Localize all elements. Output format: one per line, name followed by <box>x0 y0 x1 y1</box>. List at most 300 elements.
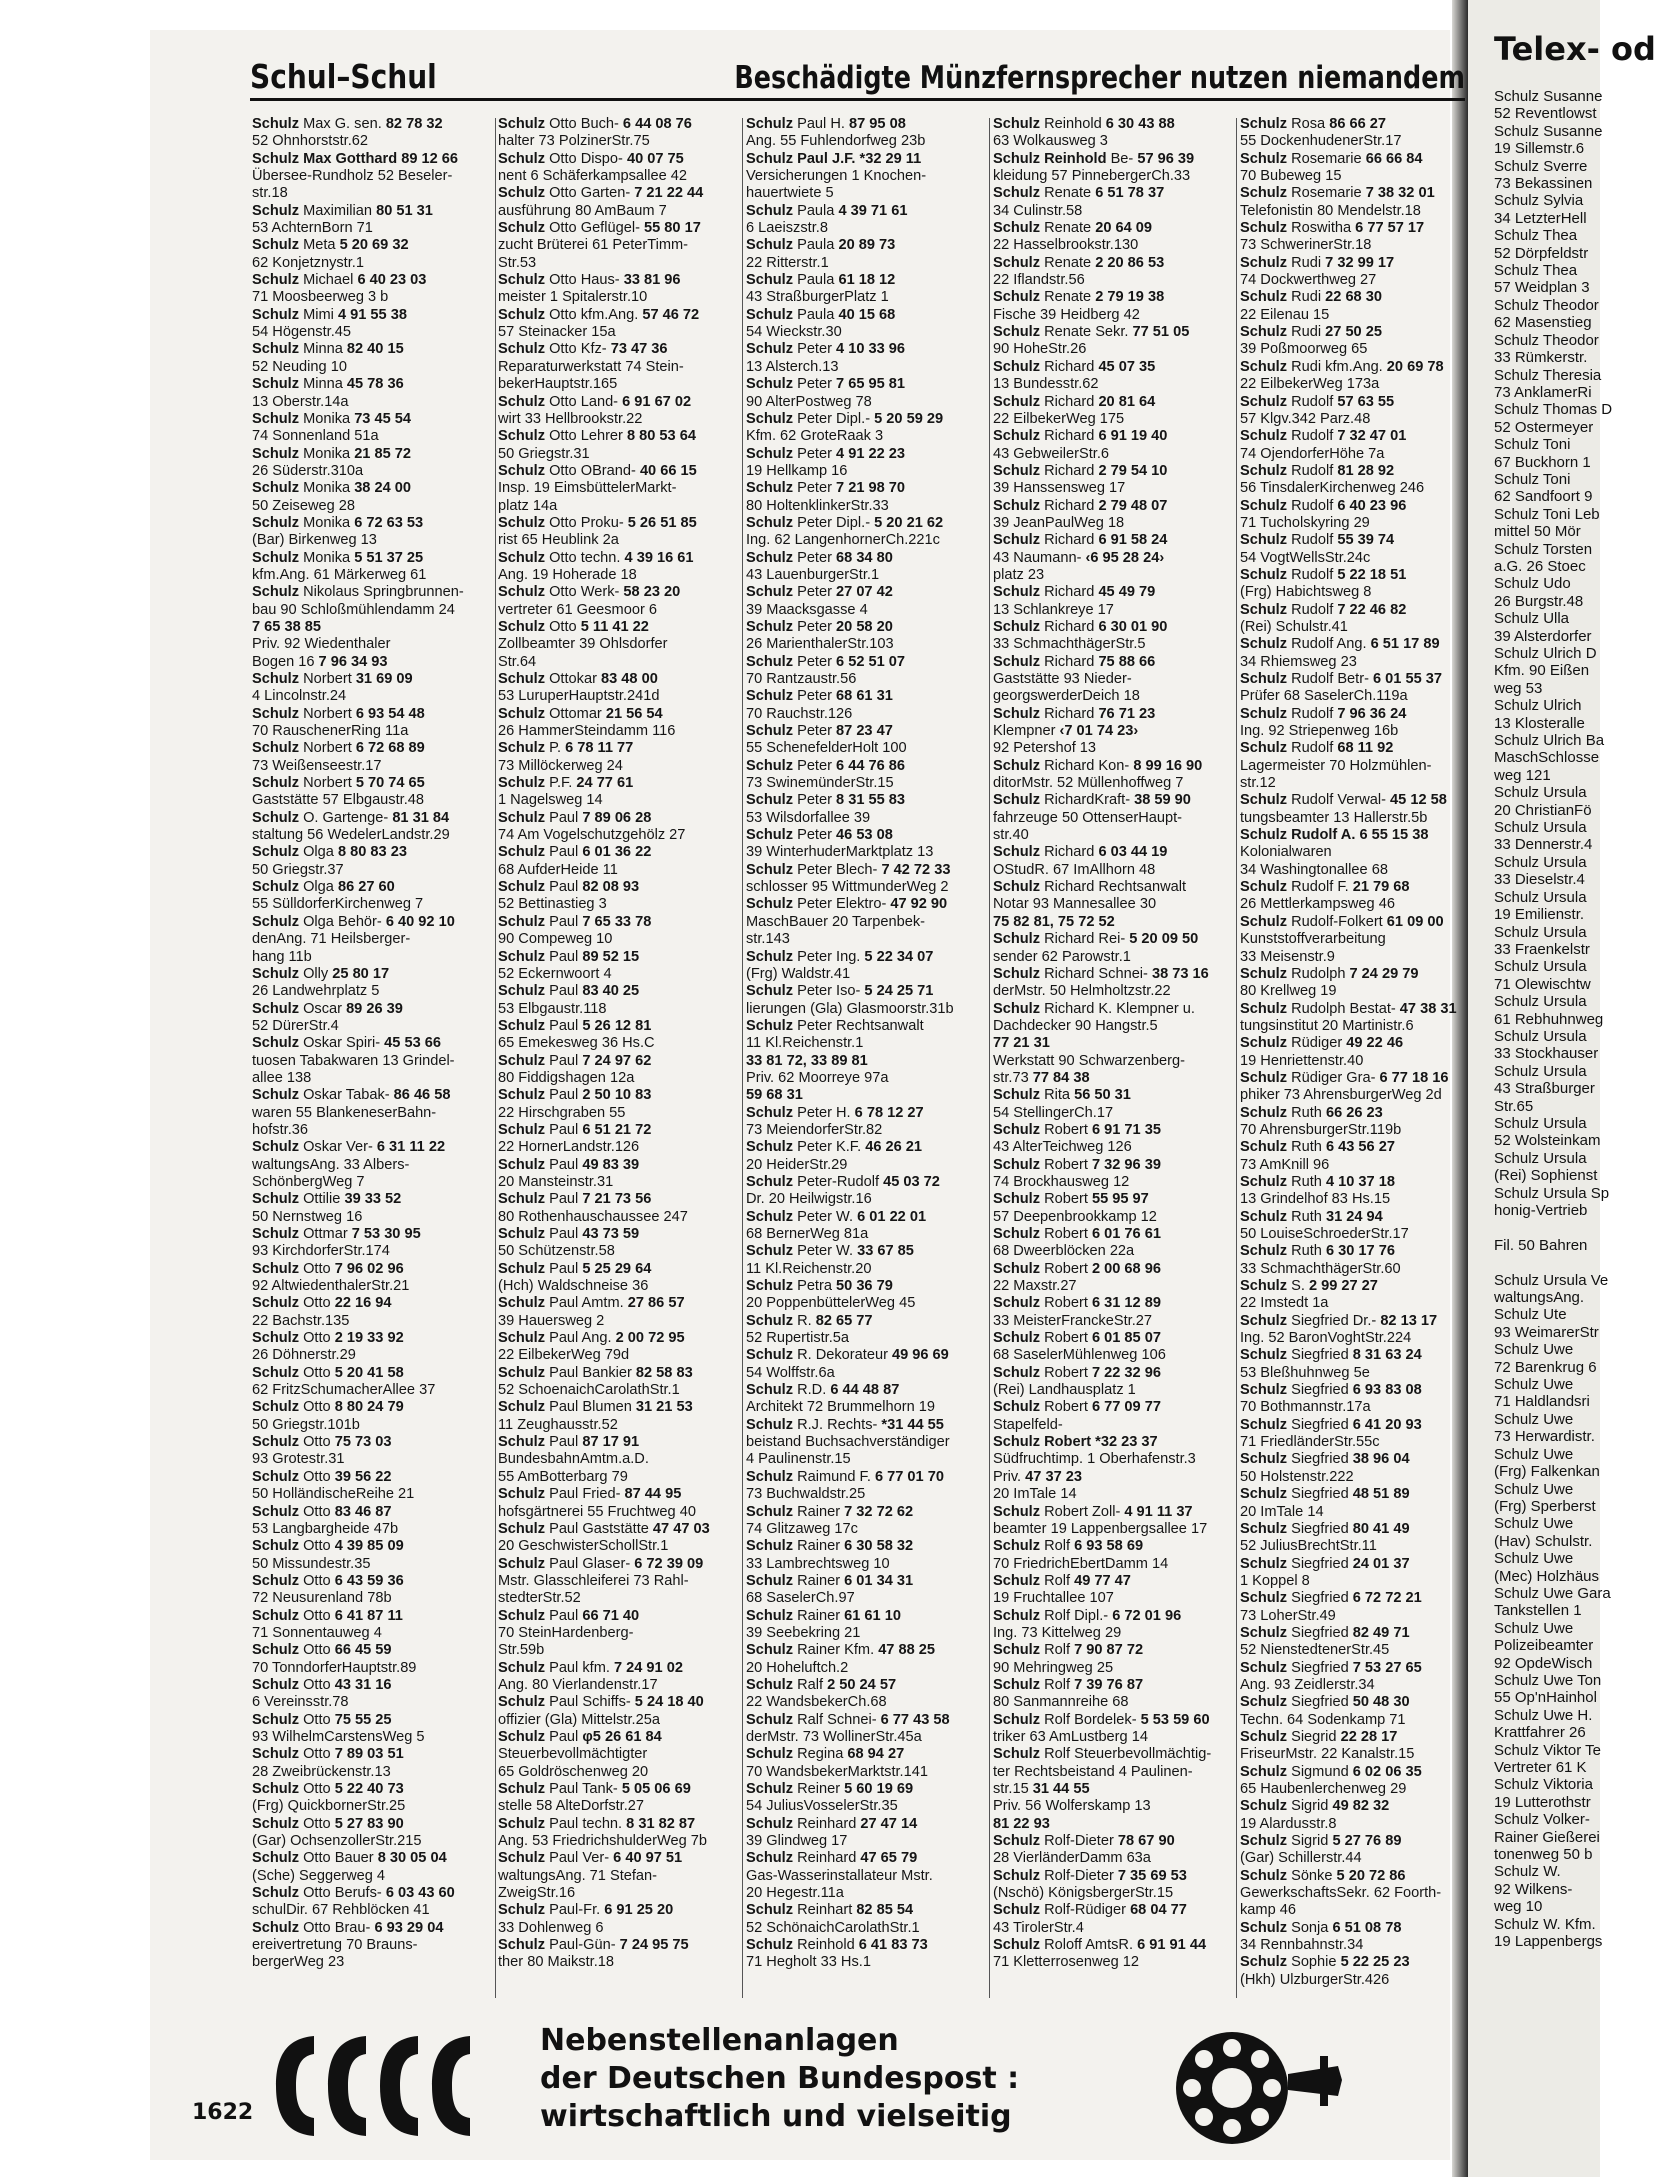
directory-line: Steuerbevollmächtigter <box>498 1746 648 1763</box>
directory-line: 80 HoltenklinkerStr.33 <box>746 497 889 514</box>
directory-line: Schulz Otto 2 19 33 92 <box>252 1330 404 1347</box>
directory-line: 53 LuruperHauptstr.241d <box>498 688 660 705</box>
directory-line: 70 Rauchstr.126 <box>746 705 853 722</box>
directory-line: Schulz Oskar Ver- 6 31 11 22 <box>252 1139 446 1156</box>
directory-line: 26 Mettlerkampsweg 46 <box>1240 896 1395 913</box>
directory-line: 74 Dockwerthweg 27 <box>1240 272 1377 289</box>
directory-line: 71 Moosbeerweg 3 b <box>252 289 389 306</box>
directory-line: Schulz Paul Amtm. 27 86 57 <box>498 1295 685 1312</box>
directory-line: 72 Neusurenland 78b <box>252 1590 392 1607</box>
directory-line: Schulz Otto 43 31 16 <box>252 1676 392 1693</box>
directory-line: 53 AchternBorn 71 <box>252 220 373 237</box>
directory-line: Schulz Rainer Kfm. 47 88 25 <box>746 1642 935 1659</box>
adjacent-page-line: 52 Wolsteinkam <box>1494 1132 1601 1150</box>
directory-line: waltungsAng. 71 Stefan- <box>498 1867 658 1884</box>
directory-line: waren 55 BlankeneserBahn- <box>252 1104 437 1121</box>
directory-line: Dachdecker 90 Hangstr.5 <box>993 1017 1158 1034</box>
directory-line: Schulz Siegfried 6 72 72 21 <box>1240 1590 1422 1607</box>
directory-line: Schulz Robert 55 95 97 <box>993 1191 1149 1208</box>
directory-line: 22 Maxstr.27 <box>993 1278 1077 1295</box>
adjacent-page-line: Polizeibeamter <box>1494 1637 1594 1655</box>
directory-line: vertreter 61 Geesmoor 6 <box>498 601 657 618</box>
adjacent-page-line: 34 LetzterHell <box>1494 209 1587 227</box>
directory-line: Insp. 19 EimsbüttelerMarkt- <box>498 480 677 497</box>
directory-line: Schulz Robert 2 00 68 96 <box>993 1260 1161 1277</box>
directory-line: Schulz Peter 7 65 95 81 <box>746 376 906 393</box>
directory-line: 26 Landwehrplatz 5 <box>252 983 380 1000</box>
directory-line: Schulz Paula 4 39 71 61 <box>746 202 908 219</box>
directory-line: Ang. 19 Hoherade 18 <box>498 566 637 583</box>
column-4 <box>993 116 1229 2001</box>
adjacent-page-line: Schulz W. <box>1494 1863 1561 1881</box>
directory-line: Schulz Paul-Gün- 7 24 95 75 <box>498 1937 689 1954</box>
directory-line: Schulz Norbert 6 72 68 89 <box>252 740 425 757</box>
advertisement-text <box>540 2022 1130 2136</box>
directory-line: zucht Brüterei 61 PeterTimm- <box>498 237 689 254</box>
directory-line: Schulz Reinhold 6 30 43 88 <box>993 116 1175 132</box>
directory-line: (Rei) Schulstr.41 <box>1240 618 1348 635</box>
directory-line: Str.53 <box>498 254 537 271</box>
page-number: 1622 <box>192 2100 254 2125</box>
directory-line: 52 JuliusBrechtStr.11 <box>1240 1538 1377 1555</box>
ad-line-2: der Deutschen Bundespost : <box>540 2061 1020 2096</box>
directory-line: Schulz Peter 20 58 20 <box>746 618 893 635</box>
directory-line: Schulz Ottmar 7 53 30 95 <box>252 1226 421 1242</box>
directory-line: 70 Bubeweg 15 <box>1240 168 1342 185</box>
adjacent-page-line: Tankstellen 1 <box>1494 1602 1582 1620</box>
directory-line: 34 Washingtonallee 68 <box>1240 861 1388 878</box>
adjacent-page-line: 33 Fraenkelstr <box>1494 940 1590 958</box>
directory-line: Schulz Paul 89 52 15 <box>498 948 640 965</box>
directory-line: Schulz Monika 6 72 63 53 <box>252 514 424 531</box>
directory-line: Fische 39 Heidberg 42 <box>993 306 1140 323</box>
directory-line: 11 Kl.Reichenstr.1 <box>746 1035 864 1052</box>
adjacent-page-line: 26 Burgstr.48 <box>1494 592 1584 610</box>
adjacent-page-line: (Frg) Falkenkan <box>1494 1463 1600 1481</box>
directory-line: 26 HammerSteindamm 116 <box>498 723 676 740</box>
directory-line: Schulz Siegfried 24 01 37 <box>1240 1555 1410 1572</box>
directory-line: 26 Süderstr.310a <box>252 462 364 479</box>
header-range: Schul–Schul <box>250 57 437 96</box>
directory-line: Schulz Peter Dipl.- 5 20 21 62 <box>746 514 944 531</box>
column-divider <box>1236 118 1237 1998</box>
directory-line: Schulz Michael 6 40 23 03 <box>252 272 427 289</box>
directory-line: 7 65 38 85 <box>252 618 321 635</box>
directory-line: Schulz Richard 6 91 58 24 <box>993 532 1168 549</box>
directory-line: 1 Koppel 8 <box>1240 1572 1310 1589</box>
adjacent-page-line: 19 Lappenbergs <box>1494 1933 1603 1951</box>
directory-line: Schulz Reinhard 27 47 14 <box>746 1815 918 1832</box>
directory-line: 71 Tucholskyring 29 <box>1240 514 1370 531</box>
directory-line: Kolonialwaren <box>1240 844 1332 861</box>
directory-line: 65 Goldröschenweg 20 <box>498 1763 649 1780</box>
directory-line: 73 SwinemünderStr.15 <box>746 775 894 792</box>
directory-line: Schulz Rolf 49 77 47 <box>993 1572 1131 1589</box>
directory-line: Ang. 55 Fuhlendorfweg 23b <box>746 133 926 150</box>
directory-line: 57 Klgv.342 Parz.48 <box>1240 410 1371 427</box>
adjacent-page-line: Schulz Uwe <box>1494 1341 1574 1359</box>
directory-line: 20 Mansteinstr.31 <box>498 1173 614 1190</box>
directory-line: Schulz Paul 66 71 40 <box>498 1607 640 1624</box>
directory-line: 43 Naumann- ‹6 95 28 24› <box>993 549 1165 566</box>
directory-line: Schulz Monika 73 45 54 <box>252 410 411 427</box>
directory-line: Schulz Rudolf 57 63 55 <box>1240 393 1395 410</box>
directory-line: Schulz Paul 7 21 73 56 <box>498 1191 652 1208</box>
directory-line: 22 Hirschgraben 55 <box>498 1104 626 1121</box>
adjacent-page-line: a.G. 26 Stoec <box>1494 557 1586 575</box>
directory-line: Schulz Paul 6 51 21 72 <box>498 1121 652 1138</box>
adjacent-page-line: 71 Olewischtw <box>1494 975 1591 993</box>
directory-line: Schulz Rudolf 7 22 46 82 <box>1240 601 1407 618</box>
directory-line: Schulz Max Gotthard 89 12 66 <box>252 150 459 167</box>
directory-line: Schulz Peter 68 34 80 <box>746 549 893 566</box>
directory-line: 55 DockenhudenerStr.17 <box>1240 133 1402 150</box>
directory-line: tuosen Tabakwaren 13 Grindel- <box>252 1052 455 1069</box>
directory-line: 11 Kl.Reichenstr.20 <box>746 1260 872 1277</box>
directory-line: 80 Krellweg 19 <box>1240 983 1337 1000</box>
directory-line: Schulz Paul H. 87 95 08 <box>746 116 906 132</box>
directory-line: stedterStr.52 <box>498 1590 581 1607</box>
directory-line: Schulz Paul 7 65 33 78 <box>498 913 652 930</box>
directory-line: Schulz Otto 4 39 85 09 <box>252 1538 404 1555</box>
directory-line: Schulz Paul Tank- 5 05 06 69 <box>498 1781 691 1797</box>
adjacent-page-line: Schulz Ulrich D <box>1494 645 1597 662</box>
directory-line: Schulz Paul 2 50 10 83 <box>498 1087 652 1104</box>
directory-line: derMstr. 50 Helmholtzstr.22 <box>993 983 1171 1000</box>
adjacent-page-line: Schulz Toni <box>1494 436 1571 454</box>
directory-line: Reparaturwerkstatt 74 Stein- <box>498 358 684 375</box>
adjacent-page-line: 92 Wilkens- <box>1494 1880 1573 1898</box>
directory-line: 34 Culinstr.58 <box>993 202 1083 219</box>
directory-line: Schulz Peter 46 53 08 <box>746 827 893 844</box>
directory-line: Schulz Rüdiger Gra- 6 77 18 16 <box>1240 1069 1449 1086</box>
directory-line: str.40 <box>993 827 1029 844</box>
adjacent-page-line: 19 Sillemstr.6 <box>1494 140 1585 158</box>
directory-line: Schulz Olga Behör- 6 40 92 10 <box>252 913 455 930</box>
directory-line: 6 Vereinsstr.78 <box>252 1694 349 1711</box>
directory-line: 74 Glitzaweg 17c <box>746 1520 858 1537</box>
directory-line: Schulz Richard 2 79 48 07 <box>993 497 1168 514</box>
adjacent-page-line: 71 Haldlandsri <box>1494 1393 1590 1411</box>
directory-line: Schulz Robert 6 91 71 35 <box>993 1121 1161 1138</box>
directory-line: Priv. 62 Moorreye 97a <box>746 1069 889 1086</box>
directory-line: 52 Bettinastieg 3 <box>498 896 607 913</box>
adjacent-page-line: Schulz Uwe <box>1494 1480 1574 1498</box>
adjacent-page-line: Schulz Uwe <box>1494 1376 1574 1394</box>
adjacent-page-line: 73 AnklamerRi <box>1494 383 1592 401</box>
adjacent-page-line: Schulz Theresia <box>1494 366 1602 384</box>
directory-line: Schulz Otto Kfz- 73 47 36 <box>498 341 668 358</box>
directory-line: stelle 58 AlteDorfstr.27 <box>498 1798 645 1815</box>
directory-line: Schulz Sigmund 6 02 06 35 <box>1240 1763 1422 1780</box>
adjacent-page-line: Schulz Viktor Te <box>1494 1741 1601 1759</box>
directory-line: Schulz Rosemarie 7 38 32 01 <box>1240 185 1435 202</box>
directory-line: Schulz Otto Berufs- 6 03 43 60 <box>252 1885 455 1902</box>
directory-line: Schulz Otto 39 56 22 <box>252 1468 392 1485</box>
directory-line: Schulz Ruth 4 10 37 18 <box>1240 1173 1395 1190</box>
directory-line: Schulz Ralf Schnei- 6 77 43 58 <box>746 1711 950 1728</box>
column-2 <box>498 116 734 2001</box>
adjacent-page-line: Schulz Ursula <box>1494 958 1587 976</box>
directory-line: kfm.Ang. 61 Märkerweg 61 <box>252 566 427 583</box>
directory-line: 34 Rhiemsweg 23 <box>1240 653 1357 670</box>
directory-line: Schulz Reinhard 47 65 79 <box>746 1850 918 1867</box>
adjacent-page-line: Fil. 50 Bahren <box>1494 1236 1588 1254</box>
directory-line: 57 Steinacker 15a <box>498 324 616 341</box>
adjacent-page <box>1468 0 1656 2177</box>
directory-line: Schulz Rainer 61 61 10 <box>746 1607 901 1624</box>
directory-line: Str.64 <box>498 653 537 670</box>
directory-line: georgswerderDeich 18 <box>993 688 1140 705</box>
directory-line: Schulz Rudi 22 68 30 <box>1240 289 1382 306</box>
directory-line: Schulz Robert 6 01 85 07 <box>993 1330 1161 1347</box>
directory-line: 73 Millöckerweg 24 <box>498 757 623 774</box>
directory-line: OStudR. 67 ImAllhorn 48 <box>993 861 1156 878</box>
directory-line: 20 ImTale 14 <box>993 1486 1077 1503</box>
adjacent-page-line <box>1494 1219 1600 1236</box>
adjacent-page-line: Schulz Theodor <box>1494 296 1599 314</box>
directory-line: Schulz Sönke 5 20 72 86 <box>1240 1867 1406 1884</box>
directory-line: 1 Nagelsweg 14 <box>498 792 603 809</box>
adjacent-page-line: Schulz Uwe <box>1494 1445 1574 1463</box>
adjacent-page-line: 39 Alsterdorfer <box>1494 627 1592 645</box>
directory-line: lierungen (Gla) Glasmoorstr.31b <box>746 1000 954 1017</box>
directory-line: Schulz Otto 5 11 41 22 <box>498 618 649 635</box>
directory-line: 50 Nernstweg 16 <box>252 1208 363 1225</box>
directory-line: Schulz Siegfried 6 41 20 93 <box>1240 1416 1422 1433</box>
directory-line: Schulz Peter W. 6 01 22 01 <box>746 1208 927 1225</box>
adjacent-page-line: Schulz Viktoria <box>1494 1776 1593 1794</box>
directory-line: Notar 93 Mannesallee 30 <box>993 896 1157 913</box>
directory-line: Schulz Meta 5 20 69 32 <box>252 237 409 254</box>
directory-line: 53 Wilsdorfallee 39 <box>746 809 871 826</box>
directory-line: Schulz Richard Rechtsanwalt <box>993 879 1187 896</box>
directory-line: 54 JuliusVosselerStr.35 <box>746 1798 898 1815</box>
directory-line: 39 WinterhuderMarktplatz 13 <box>746 844 934 861</box>
directory-line: Stapelfeld- <box>993 1416 1063 1433</box>
adjacent-page-line: 19 Lutterothstr <box>1494 1793 1591 1811</box>
adjacent-page-line: Str.65 <box>1494 1097 1534 1115</box>
directory-line: Schulz Siegfried 82 49 71 <box>1240 1624 1410 1641</box>
directory-line: Schulz Richard 45 49 79 <box>993 584 1156 601</box>
adjacent-page-line: 52 Dörpfeldstr <box>1494 244 1589 262</box>
adjacent-page-line: Schulz Thea <box>1494 227 1578 245</box>
adjacent-page-line: Schulz Toni Leb <box>1494 505 1600 523</box>
directory-line: Schulz Peter 6 52 51 07 <box>746 653 906 670</box>
directory-line: Schulz Siegfried Dr.- 82 13 17 <box>1240 1312 1438 1329</box>
adjacent-page-line: Krattfahrer 26 <box>1494 1724 1586 1742</box>
directory-line: Schulz Reinhart 82 85 54 <box>746 1902 914 1919</box>
directory-line: Schulz Peter W. 33 67 85 <box>746 1243 914 1260</box>
directory-line: Schulz Otto Proku- 5 26 51 85 <box>498 514 697 531</box>
directory-line: denAng. 71 Heilsberger- <box>252 931 411 948</box>
directory-line: 33 SchmachthägerStr.60 <box>1240 1260 1401 1277</box>
adjacent-page-line: Schulz Susanne <box>1494 122 1603 140</box>
directory-line: bau 90 Schloßmühlendamm 24 <box>252 601 455 618</box>
adjacent-page-line: Schulz Udo <box>1494 575 1571 593</box>
adjacent-page-line: 55 Op'nHainhol <box>1494 1689 1597 1707</box>
directory-line: Gas-Wasserinstallateur Mstr. <box>746 1867 933 1884</box>
directory-line: Werkstatt 90 Schwarzenberg- <box>993 1052 1185 1069</box>
directory-line: 33 Lambrechtsweg 10 <box>746 1555 890 1572</box>
directory-line: Ang. 80 Vierlandenstr.17 <box>498 1676 658 1693</box>
directory-line: Schulz Rudolph 7 24 29 79 <box>1240 965 1419 982</box>
directory-line: Schulz Paul 5 25 29 64 <box>498 1260 652 1277</box>
directory-line: Schulz Olga 86 27 60 <box>252 879 395 896</box>
adjacent-page-line: 13 Klosteralle <box>1494 714 1585 732</box>
directory-line: hauertwiete 5 <box>746 185 834 202</box>
directory-line: beamter 19 Lappenbergsallee 17 <box>993 1520 1208 1537</box>
directory-line: Schulz Siegrid 22 28 17 <box>1240 1728 1398 1745</box>
directory-line: Techn. 64 Sodenkamp 71 <box>1240 1711 1406 1728</box>
directory-line: 52 Neuding 10 <box>252 358 347 375</box>
adjacent-page-line: Schulz Ute <box>1494 1306 1567 1324</box>
directory-line: Schulz Peter Dipl.- 5 20 59 29 <box>746 410 944 427</box>
header-slogan: Beschädigte Münzfernsprecher nutzen niemandem <box>734 60 1465 96</box>
directory-line: Schulz Otto techn. 4 39 16 61 <box>498 549 694 566</box>
directory-line: Priv. 47 37 23 <box>993 1468 1082 1485</box>
directory-line: 33 MeisterFranckeStr.27 <box>993 1312 1152 1329</box>
adjacent-page-line: Schulz Ursula <box>1494 784 1587 802</box>
directory-line: 77 21 31 <box>993 1035 1050 1052</box>
adjacent-page-line: Schulz Ursula <box>1494 923 1587 941</box>
directory-line: Schulz Robert Zoll- 4 91 11 37 <box>993 1503 1193 1520</box>
directory-line: Schulz Oscar 89 26 39 <box>252 1000 403 1017</box>
directory-line: 62 Konjetznystr.1 <box>252 254 364 271</box>
directory-line: Schulz Roloff AmtsR. 6 91 91 44 <box>993 1937 1207 1954</box>
directory-line: 54 Wieckstr.30 <box>746 324 842 341</box>
directory-line: Schulz Otto 6 41 87 11 <box>252 1607 403 1624</box>
adjacent-page-line: Schulz Ulla <box>1494 610 1570 628</box>
directory-line: Schulz Paul 82 08 93 <box>498 879 640 896</box>
directory-line: Gaststätte 93 Nieder- <box>993 671 1132 687</box>
directory-line: Schulz Max G. sen. 82 78 32 <box>252 116 443 132</box>
directory-line: Schulz Otto Dispo- 40 07 75 <box>498 150 684 167</box>
directory-line: Schulz Paul Ang. 2 00 72 95 <box>498 1330 685 1347</box>
directory-line: Klempner ‹7 01 74 23› <box>993 723 1139 740</box>
directory-line: (Bar) Birkenweg 13 <box>252 532 377 549</box>
directory-line: Schulz Otto Land- 6 91 67 02 <box>498 393 692 410</box>
directory-line: 43 GebweilerStr.6 <box>993 445 1110 462</box>
directory-line: 39 Glindweg 17 <box>746 1833 848 1850</box>
directory-line: Schulz Richard 20 81 64 <box>993 393 1156 410</box>
directory-line: 33 Dohlenweg 6 <box>498 1919 604 1936</box>
directory-line: Schulz Rolf Bordelek- 5 53 59 60 <box>993 1711 1210 1728</box>
adjacent-page-line: 93 WeimarerStr <box>1494 1323 1599 1341</box>
directory-line: 93 WilhelmCarstensWeg 5 <box>252 1728 425 1745</box>
directory-line: Schulz Rolf 7 39 76 87 <box>993 1676 1144 1693</box>
directory-line: waltungsAng. 33 Albers- <box>252 1156 410 1173</box>
directory-line: 22 Hasselbrookstr.130 <box>993 237 1139 254</box>
directory-line: ther 80 Maikstr.18 <box>498 1954 614 1971</box>
directory-line: tungsbeamter 13 Hallerstr.5b <box>1240 809 1428 826</box>
directory-line: MaschBauer 20 Tarpenbek- <box>746 913 926 930</box>
directory-line: Schulz Rudolf A. 6 55 15 38 <box>1240 827 1429 844</box>
directory-line: halter 73 PolzinerStr.75 <box>498 133 650 150</box>
directory-line: 74 OjendorferHöhe 7a <box>1240 445 1385 462</box>
adjacent-page-line: Schulz Thomas D <box>1494 401 1613 419</box>
column-divider <box>495 118 496 1998</box>
column-divider <box>989 118 990 1998</box>
directory-line: str.12 <box>1240 775 1276 792</box>
adjacent-page-line: 52 Reventlowst <box>1494 105 1597 123</box>
directory-line: Schulz Ottilie 39 33 52 <box>252 1191 402 1208</box>
directory-line: Schulz P.F. 24 77 61 <box>498 775 634 792</box>
directory-line: 50 Zeiseweg 28 <box>252 497 356 514</box>
directory-line: Schulz Maximilian 80 51 31 <box>252 202 433 219</box>
directory-line: Schulz Reinhold Be- 57 96 39 <box>993 150 1195 167</box>
directory-line: platz 14a <box>498 497 558 514</box>
directory-line: Ing. 92 Striepenweg 16b <box>1240 723 1399 740</box>
directory-line: 92 Petershof 13 <box>993 740 1097 757</box>
directory-line: 59 68 31 <box>746 1087 803 1104</box>
directory-line: Schulz S. 2 99 27 27 <box>1240 1278 1378 1295</box>
directory-line: 57 Deepenbrookkamp 12 <box>993 1208 1157 1225</box>
directory-line: Schulz Oskar Tabak- 86 46 58 <box>252 1087 451 1104</box>
directory-line: platz 23 <box>993 566 1045 583</box>
directory-line: Schulz Roswitha 6 77 57 17 <box>1240 220 1425 237</box>
directory-line: (Rei) Landhausplatz 1 <box>993 1382 1136 1399</box>
directory-line: Schulz Paul techn. 8 31 82 87 <box>498 1815 696 1832</box>
directory-line: triker 63 AmLustberg 14 <box>993 1728 1148 1745</box>
directory-line: Schulz Rolf Steuerbevollmächtig- <box>993 1746 1212 1763</box>
directory-line: Str.59b <box>498 1642 545 1659</box>
directory-line: Schulz Minna 82 40 15 <box>252 341 404 358</box>
directory-line: Schulz Sophie 5 22 25 23 <box>1240 1954 1410 1971</box>
directory-line: Schulz RichardKraft- 38 59 90 <box>993 792 1191 809</box>
directory-line: sender 62 Parowstr.1 <box>993 948 1131 965</box>
directory-line: 90 AlterPostweg 78 <box>746 393 872 410</box>
directory-line: (Gar) Schillerstr.44 <box>1240 1850 1362 1867</box>
adjacent-page-line: 43 Straßburger <box>1494 1080 1595 1098</box>
directory-line: 68 Dweerblöcken 22a <box>993 1243 1135 1260</box>
directory-line: Schulz Peter Ing. 5 22 34 07 <box>746 948 934 965</box>
directory-line: 13 Bundesstr.62 <box>993 376 1099 393</box>
directory-line: Schulz Paul 87 17 91 <box>498 1434 640 1451</box>
directory-line: SchönbergWeg 7 <box>252 1173 365 1190</box>
directory-line: Schulz Paul 43 73 59 <box>498 1226 640 1242</box>
directory-line: 22 Eilenau 15 <box>1240 306 1330 323</box>
directory-line: bekerHauptstr.165 <box>498 376 618 393</box>
directory-line: Schulz Rudolf Verwal- 45 12 58 <box>1240 792 1447 809</box>
directory-line: Ang. 93 Zeidlerstr.34 <box>1240 1676 1375 1693</box>
directory-line: Schulz Petra 50 36 79 <box>746 1278 893 1295</box>
directory-line: Schulz Paul Ver- 6 40 97 51 <box>498 1850 683 1867</box>
directory-line: Schulz Monika 5 51 37 25 <box>252 549 424 566</box>
directory-line: 73 SchwerinerStr.18 <box>1240 237 1372 254</box>
ad-line-3: wirtschaftlich und vielseitig <box>540 2099 1012 2134</box>
directory-line: Schulz Rolf-Dieter 78 67 90 <box>993 1833 1175 1850</box>
directory-line: 50 Griegstr.37 <box>252 861 344 878</box>
directory-line: 65 Emekesweg 36 Hs.C <box>498 1035 655 1052</box>
directory-line: Schulz Rudi 7 32 99 17 <box>1240 254 1395 271</box>
directory-line: 53 Elbgaustr.118 <box>498 1000 607 1017</box>
directory-line: 22 Iflandstr.56 <box>993 272 1085 289</box>
directory-line: fahrzeuge 50 OttenserHaupt- <box>993 809 1183 826</box>
directory-line: Schulz Paul kfm. 7 24 91 02 <box>498 1659 683 1676</box>
directory-line: 81 22 93 <box>993 1815 1050 1832</box>
directory-line: Schulz Peter 68 61 31 <box>746 688 893 705</box>
directory-line: 39 Hanssensweg 17 <box>993 480 1126 497</box>
directory-line: Schulz Reinhold 6 41 83 73 <box>746 1937 928 1954</box>
adjacent-page-line: 33 Dieselstr.4 <box>1494 871 1585 889</box>
directory-line: Schulz Richard 2 79 54 10 <box>993 462 1168 479</box>
column-5 <box>1240 116 1476 2001</box>
directory-line: Schulz Paul Fried- 87 44 95 <box>498 1486 682 1503</box>
adjacent-page-line: 33 Stockhauser <box>1494 1045 1599 1063</box>
directory-line: Schulz Otto Brau- 6 93 29 04 <box>252 1919 444 1936</box>
directory-line: Schulz Rudolf 55 39 74 <box>1240 532 1395 549</box>
